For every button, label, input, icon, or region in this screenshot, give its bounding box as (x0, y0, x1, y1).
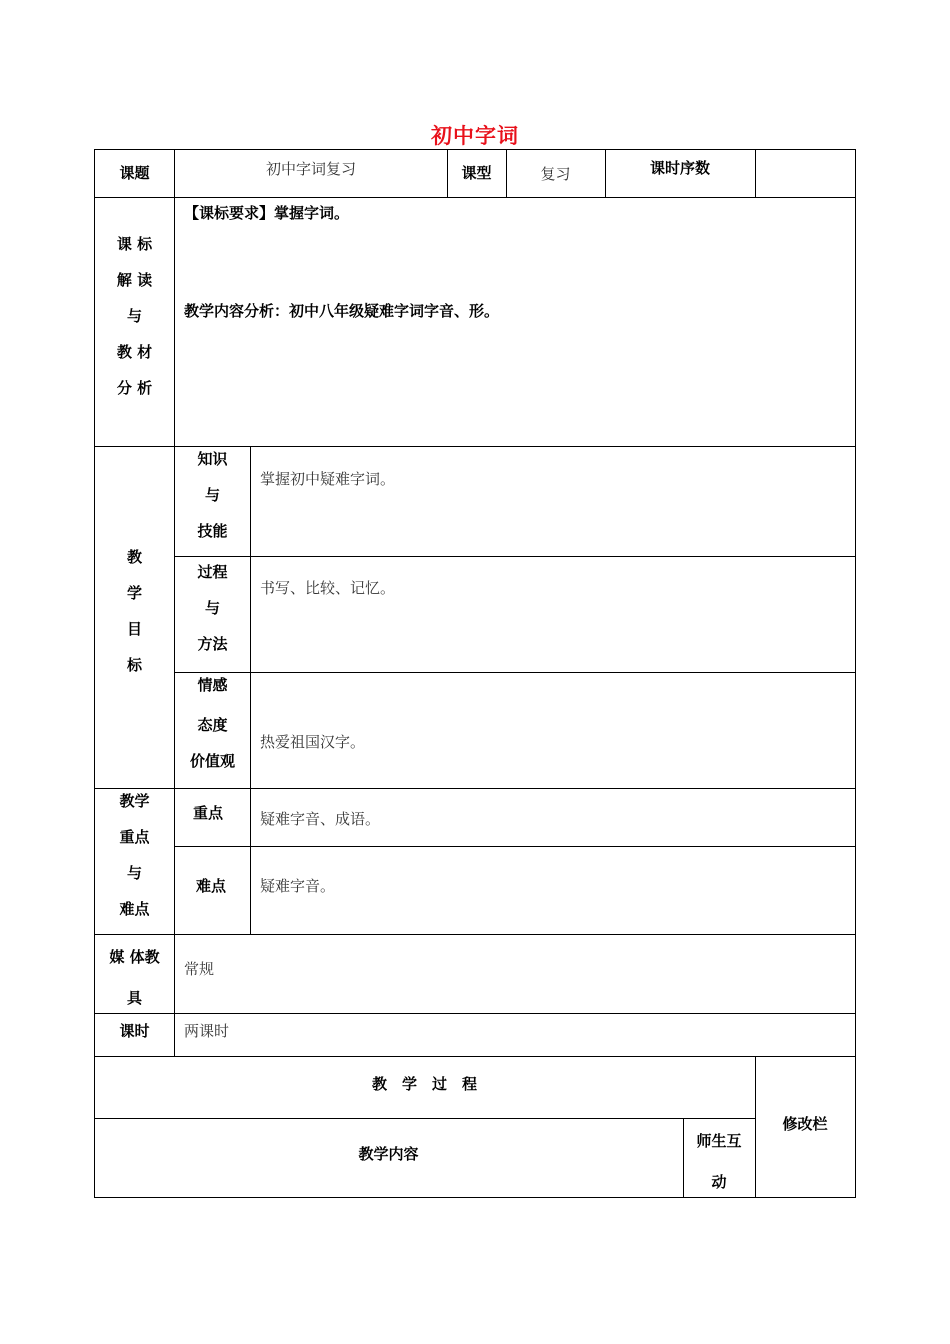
difficult-point-label: 难点 (196, 877, 227, 895)
teaching-content-label: 教学内容 (358, 1145, 419, 1163)
content-analysis: 教学内容分析：初中八年级疑难字词字音、形。 (184, 302, 500, 320)
revision-column-label: 修改栏 (782, 1115, 828, 1133)
teacher-student-interaction-label: 师生互 动 (696, 1132, 742, 1191)
topic-label: 课题 (119, 164, 150, 182)
emotion-values-label: 情感 态度 价值观 (189, 676, 235, 770)
curriculum-analysis-label: 课 标 解 读 与 教 材 分 析 (116, 235, 153, 397)
knowledge-skills-value: 掌握初中疑难字词。 (260, 470, 396, 488)
lesson-sequence-label: 课时序数 (649, 159, 710, 177)
class-hours-value: 两课时 (184, 1022, 230, 1040)
topic-value: 初中字词复习 (265, 160, 356, 178)
teaching-process-heading: 教 学 过 程 (371, 1075, 477, 1093)
process-methods-label: 过程 与 方法 (197, 563, 228, 653)
type-label: 课型 (461, 164, 492, 182)
key-point-label: 重点 (193, 804, 224, 822)
media-label: 媒 体教 具 (109, 948, 160, 1007)
emotion-values-value: 热爱祖国汉字。 (260, 733, 366, 751)
type-value: 复习 (540, 165, 571, 183)
objectives-label: 教 学 目 标 (126, 548, 142, 674)
focus-label: 教学 重点 与 难点 (119, 792, 150, 918)
process-methods-value: 书写、比较、记忆。 (260, 579, 396, 597)
key-point-value: 疑难字音、成语。 (260, 810, 381, 828)
media-value: 常规 (184, 960, 215, 978)
class-hours-label: 课时 (119, 1022, 150, 1040)
curriculum-requirement: 【课标要求】掌握字词。 (184, 204, 350, 222)
document-title: 初中字词 (431, 124, 519, 148)
difficult-point-value: 疑难字音。 (260, 877, 336, 895)
knowledge-skills-label: 知识 与 技能 (197, 450, 228, 540)
